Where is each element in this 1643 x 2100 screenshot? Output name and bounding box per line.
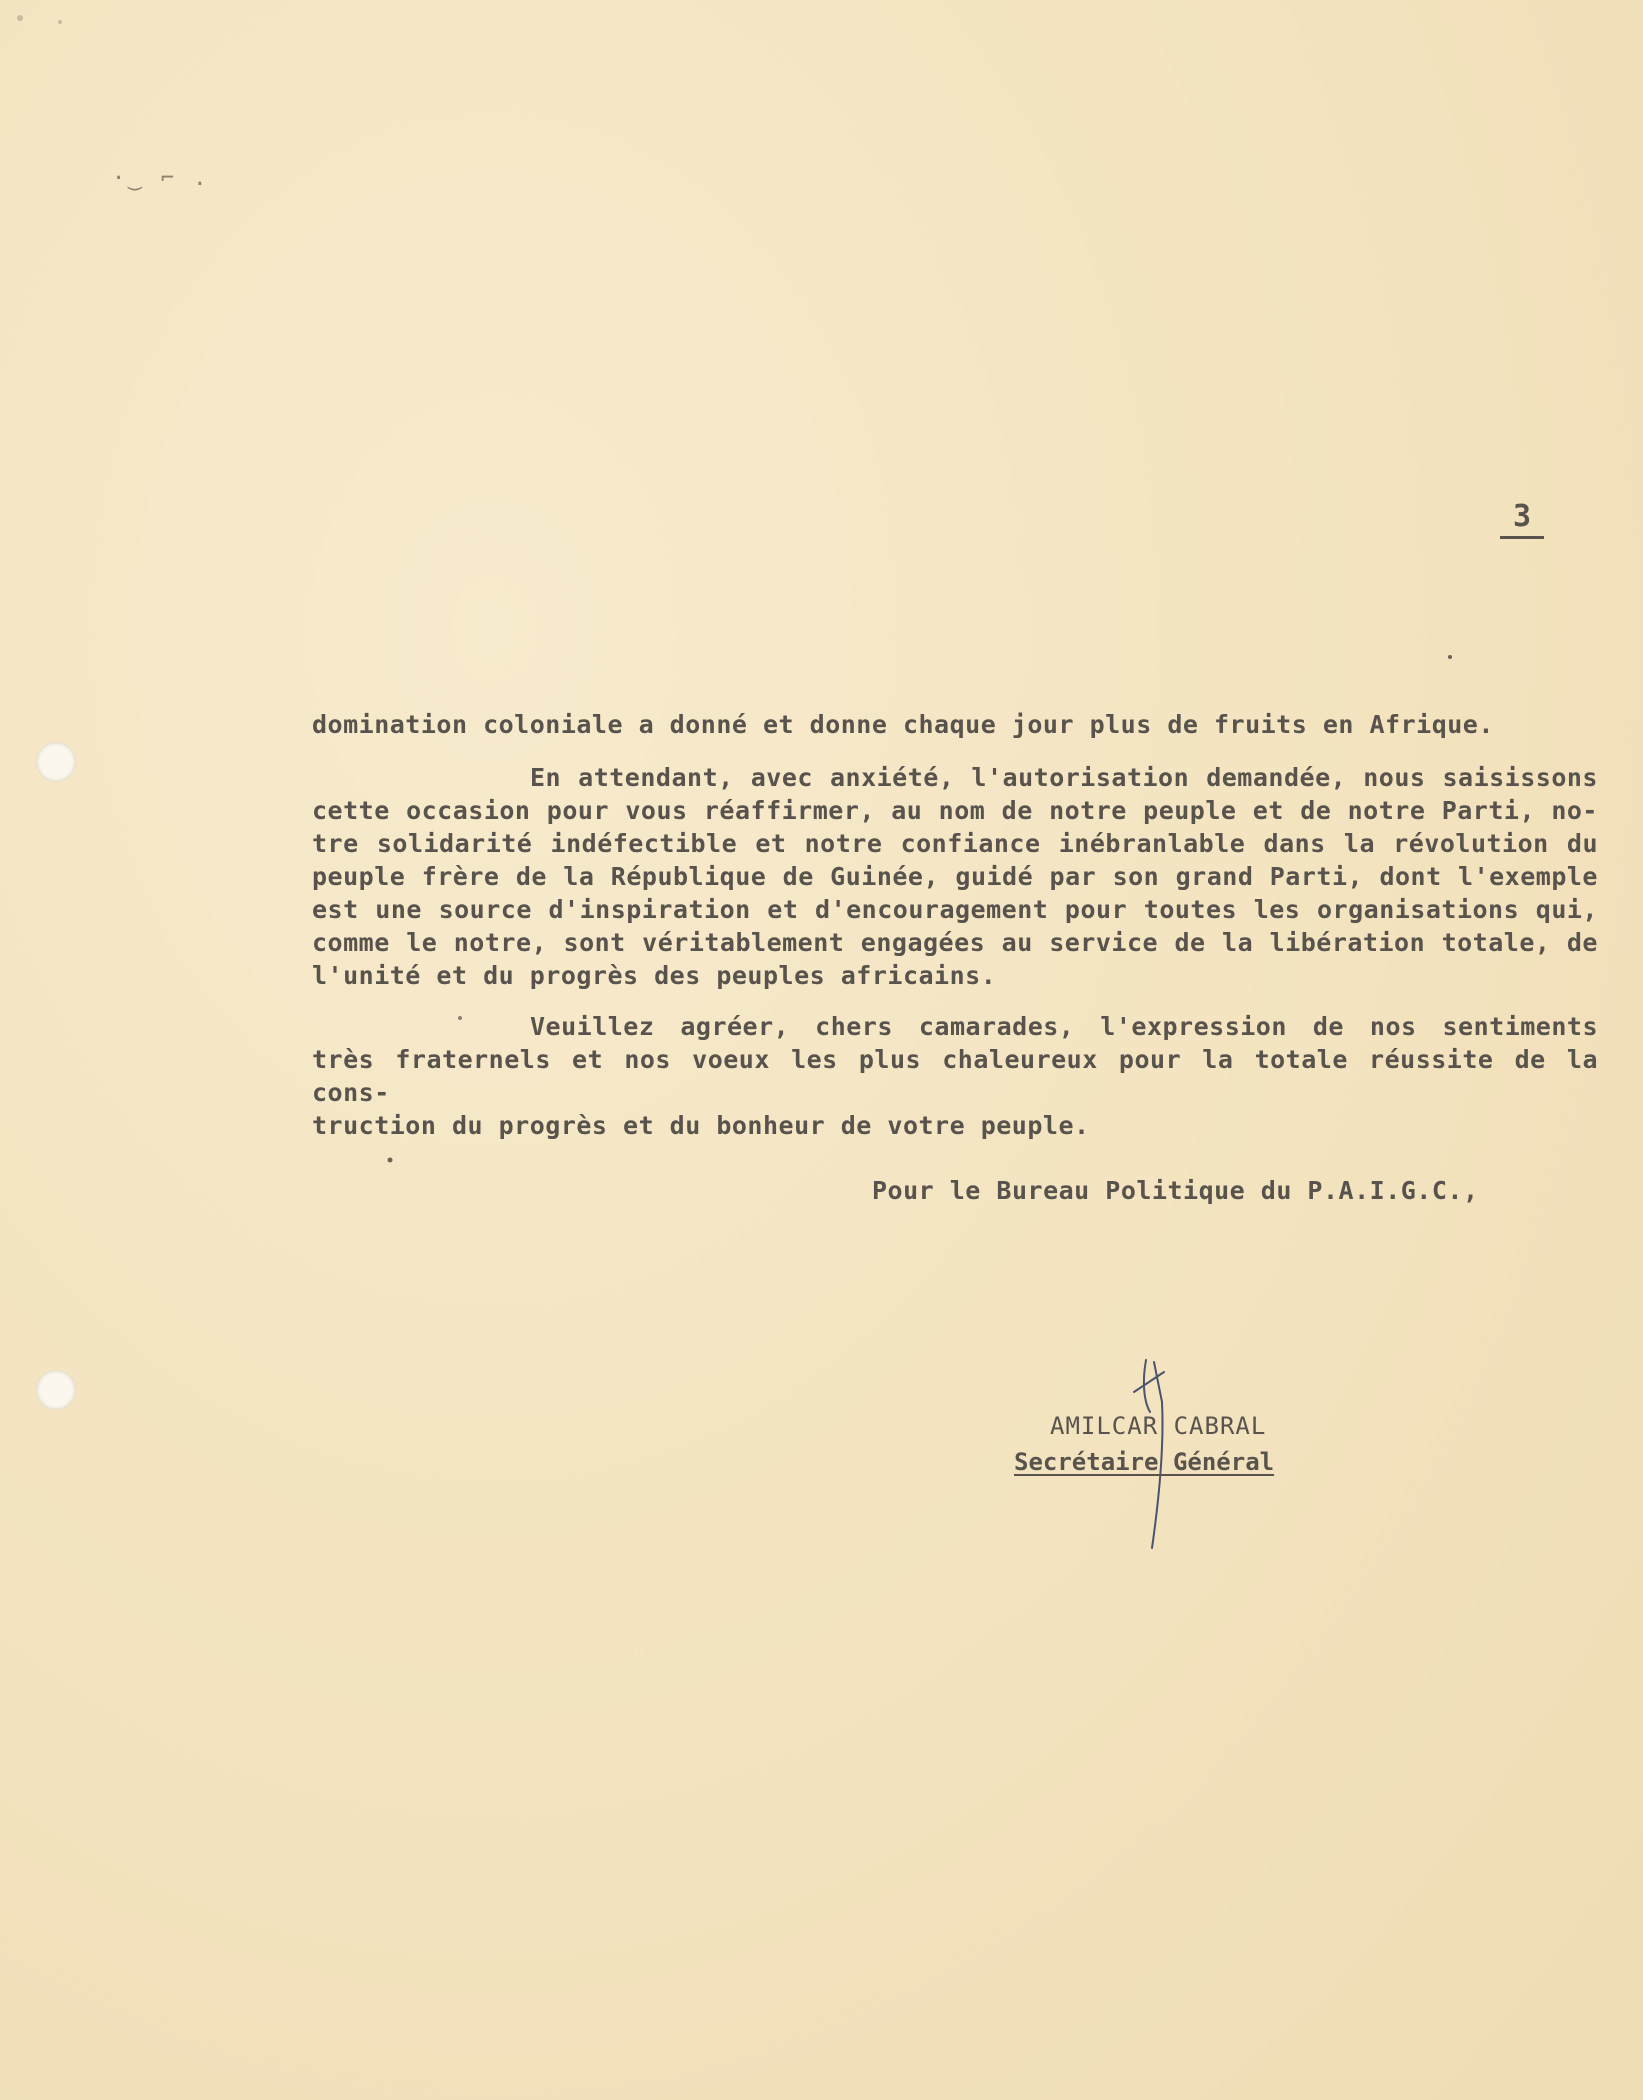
paragraph-line: très fraternels et nos voeux les plus chaleureux pour la totale réussite de la cons- xyxy=(312,1045,1598,1107)
paragraph-line: tre solidarité indéfectible et notre confiance inébranlable dans la révolution du xyxy=(312,829,1598,858)
paragraph-line: truction du progrès et du bonheur de votre peuple. xyxy=(312,1111,1090,1140)
paragraph-2 xyxy=(312,761,1598,992)
paragraph-3 xyxy=(312,1010,1598,1142)
page-number: 3 xyxy=(1500,500,1544,539)
paragraph-line: peuple frère de la République de Guinée, guidé par son grand Parti, dont l'exemple xyxy=(312,862,1598,891)
paragraph-line: En attendant, avec anxiété, l'autorisation demandée, nous saisissons xyxy=(530,763,1598,792)
paragraph-line: est une source d'inspiration et d'encouragement pour toutes les organisations qui, xyxy=(312,895,1598,924)
paragraph-line: domination coloniale a donné et donne chaque jour plus de fruits en Afrique. xyxy=(312,710,1494,739)
paragraph-1 xyxy=(312,708,1598,741)
paragraph-line: Veuillez agréer, chers camarades, l'expression de nos sentiments xyxy=(530,1012,1598,1041)
paragraph-line: cette occasion pour vous réaffirmer, au nom de notre peuple et de notre Parti, no- xyxy=(312,796,1598,825)
paragraph-line: l'unité et du progrès des peuples africains. xyxy=(312,961,997,990)
closing-line: Pour le Bureau Politique du P.A.I.G.C., xyxy=(872,1176,1479,1205)
punch-hole-top xyxy=(36,742,76,782)
paragraph-line: comme le notre, sont véritablement engagées au service de la libération totale, de xyxy=(312,928,1598,957)
signatory-title: Secrétaire Général xyxy=(1014,1448,1275,1476)
letter-body xyxy=(312,708,1598,1142)
marginal-mark: ·‿ ⌐ . xyxy=(112,166,210,191)
signatory-name: AMILCAR CABRAL xyxy=(1050,1412,1267,1440)
punch-hole-bottom xyxy=(36,1370,76,1410)
